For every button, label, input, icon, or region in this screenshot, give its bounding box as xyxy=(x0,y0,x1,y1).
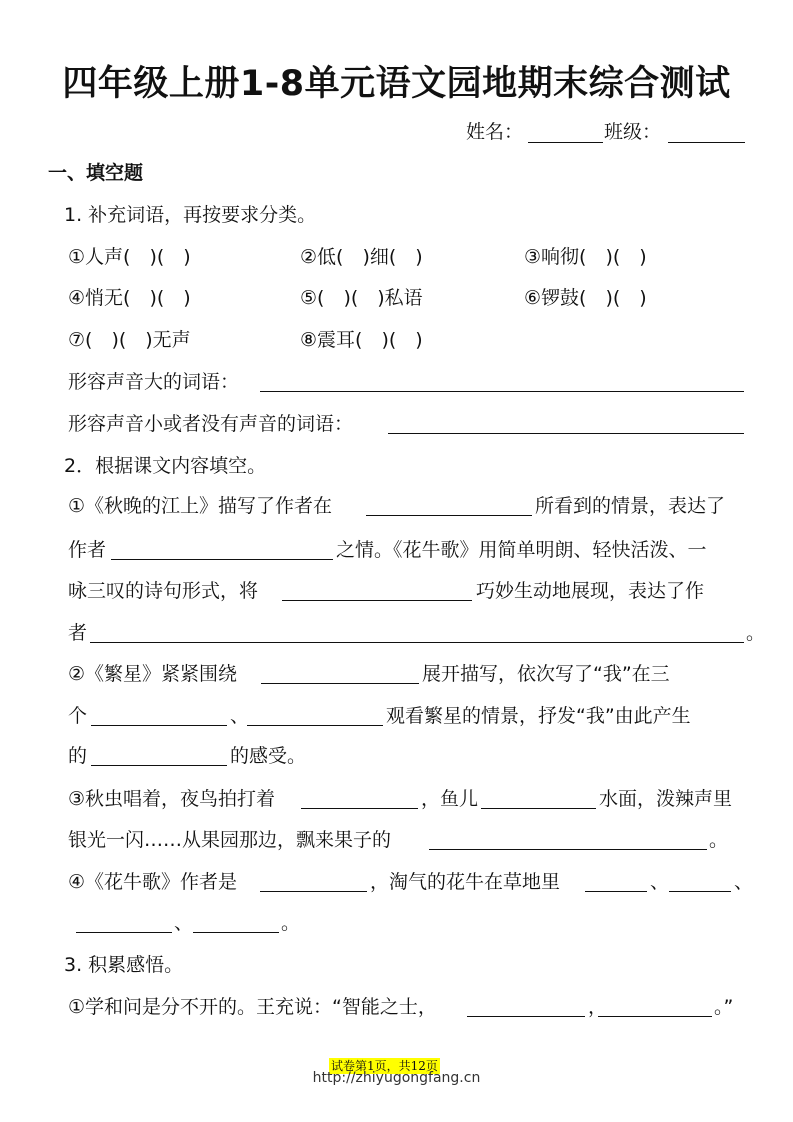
q2-blank[interactable] xyxy=(90,642,744,643)
q2-text: 之情。《花牛歌》用简单明朗、轻快活泼、一 xyxy=(336,539,707,561)
q2-text: 、 xyxy=(174,912,194,934)
q2-text: ，鱼儿 xyxy=(421,788,479,810)
q2-blank[interactable] xyxy=(91,765,227,766)
q2-blank[interactable] xyxy=(261,683,419,684)
q1-item: ⑧震耳( )( ) xyxy=(300,329,423,351)
q2-text: 者 xyxy=(68,622,88,644)
q1-item: ⑤( )( )私语 xyxy=(300,287,423,309)
q1-item: ④悄无( )( ) xyxy=(68,287,191,309)
class-blank[interactable] xyxy=(668,142,745,143)
q2-text: 咏三叹的诗句形式，将 xyxy=(68,580,259,602)
q2-text: 的感受。 xyxy=(230,745,307,767)
q2-text: 。 xyxy=(709,829,729,851)
q1-prompt: 1. 补充词语，再按要求分类。 xyxy=(64,204,317,226)
q2-blank[interactable] xyxy=(669,891,731,892)
q2-blank[interactable] xyxy=(481,808,596,809)
loud-words-label: 形容声音大的词语： xyxy=(68,371,240,393)
q2-text: 观看繁星的情景，抒发“我”由此产生 xyxy=(386,705,691,727)
q2-blank[interactable] xyxy=(247,725,383,726)
q2-text: 水面，泼辣声里 xyxy=(599,788,733,810)
q2-blank[interactable] xyxy=(282,600,472,601)
q1-item: ①人声( )( ) xyxy=(68,246,191,268)
page-title: 四年级上册1-8单元语文园地期末综合测试 xyxy=(62,64,731,104)
q3-text: ①学和问是分不开的。王充说：“智能之士， xyxy=(68,996,437,1018)
q1-item: ⑥锣鼓( )( ) xyxy=(524,287,647,309)
quiet-words-blank[interactable] xyxy=(388,433,744,434)
q2-blank[interactable] xyxy=(585,891,647,892)
q3-text: ， xyxy=(588,996,608,1018)
q2-text: 展开描写，依次写了“我”在三 xyxy=(422,663,670,685)
name-label: 姓名： xyxy=(466,121,524,143)
q3-blank[interactable] xyxy=(598,1016,712,1017)
loud-words-blank[interactable] xyxy=(260,391,744,392)
quiet-words-label: 形容声音小或者没有声音的词语： xyxy=(68,413,354,435)
q2-prompt: 2．根据课文内容填空。 xyxy=(64,455,267,477)
q2-blank[interactable] xyxy=(301,808,418,809)
q3-text: 。” xyxy=(714,996,734,1018)
q2-text: 、 xyxy=(734,871,754,893)
q2-text: 、 xyxy=(650,871,670,893)
q2-text: 、 xyxy=(230,705,250,727)
section-heading: 一、填空题 xyxy=(48,162,144,184)
q2-text: 所看到的情景，表达了 xyxy=(535,495,726,517)
q2-text: 的 xyxy=(68,745,88,767)
q1-item: ⑦( )( )无声 xyxy=(68,329,191,351)
q2-text: 银光一闪……从果园那边，飘来果子的 xyxy=(68,829,392,851)
q2-text: ，淘气的花牛在草地里 xyxy=(370,871,561,893)
q2-text: 巧妙生动地展现，表达了作 xyxy=(476,580,705,602)
q2-blank[interactable] xyxy=(76,932,172,933)
q2-blank[interactable] xyxy=(91,725,227,726)
q2-blank[interactable] xyxy=(429,849,707,850)
name-blank[interactable] xyxy=(528,142,603,143)
q2-text: ③秋虫唱着，夜鸟拍打着 xyxy=(68,788,276,810)
q2-text: 个 xyxy=(68,705,88,727)
q2-blank[interactable] xyxy=(111,559,333,560)
q2-text: ①《秋晚的江上》描写了作者在 xyxy=(68,495,333,517)
class-label: 班级： xyxy=(604,121,662,143)
q1-item: ②低( )细( ) xyxy=(300,246,423,268)
q2-text: ②《繁星》紧紧围绕 xyxy=(68,663,238,685)
page-number: 试卷第1页，共12页 xyxy=(331,1059,438,1073)
q2-text: ④《花牛歌》作者是 xyxy=(68,871,238,893)
watermark-url[interactable]: http://zhiyugongfang.cn xyxy=(312,1070,481,1086)
q3-prompt: 3. 积累感悟。 xyxy=(64,954,184,976)
q2-blank[interactable] xyxy=(366,515,532,516)
q2-text: 作者 xyxy=(68,539,107,561)
q2-blank[interactable] xyxy=(260,891,367,892)
q3-blank[interactable] xyxy=(467,1016,585,1017)
q1-item: ③响彻( )( ) xyxy=(524,246,647,268)
q2-text: 。 xyxy=(746,622,766,644)
q2-text: 。 xyxy=(281,912,301,934)
q2-blank[interactable] xyxy=(193,932,279,933)
